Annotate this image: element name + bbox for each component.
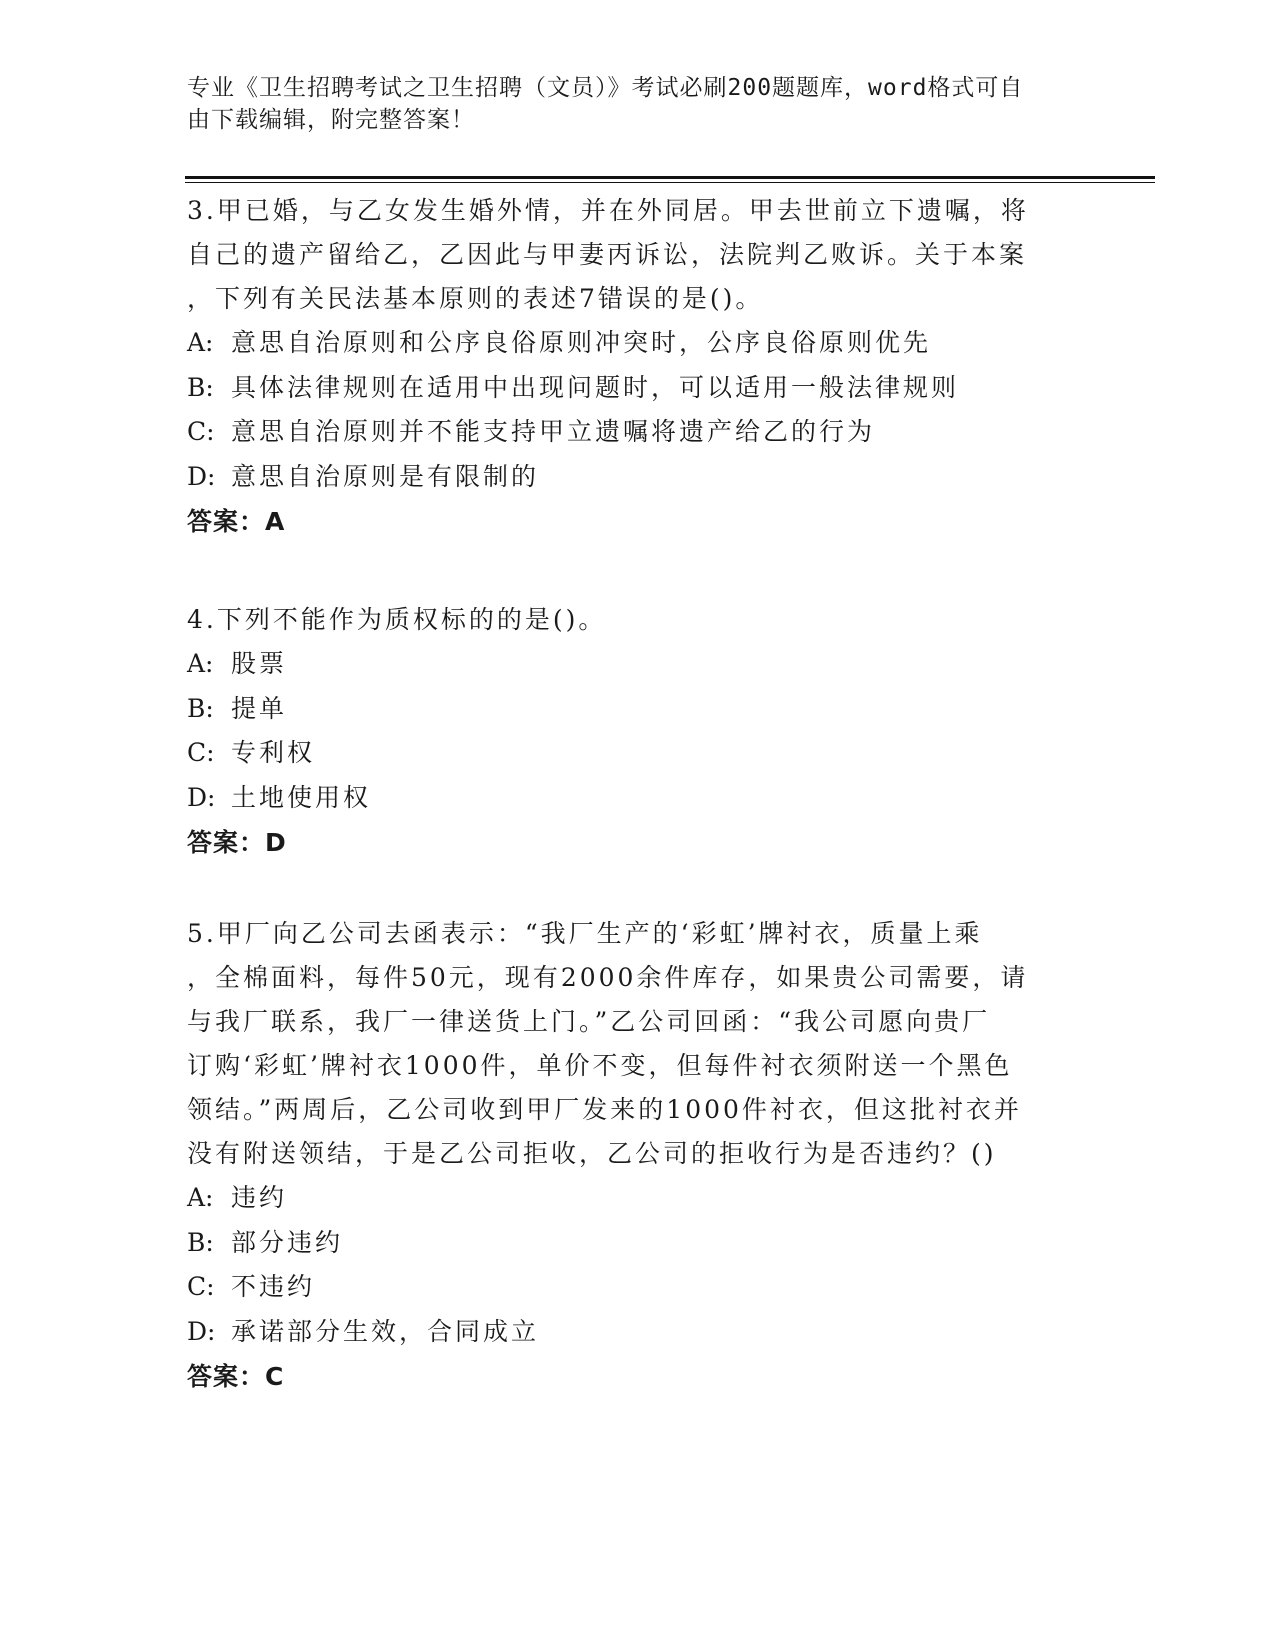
question-stem-line: ，全棉面料，每件50元，现有2000余件库存，如果贵公司需要，请 bbox=[187, 963, 1029, 992]
option-c bbox=[187, 1265, 1087, 1310]
answer-line: 答案：A bbox=[187, 507, 286, 536]
option-text: 不违约 bbox=[231, 1272, 316, 1301]
question-5 bbox=[187, 912, 1087, 1400]
option-key: B: bbox=[187, 1227, 214, 1257]
option-b bbox=[187, 1221, 1087, 1266]
option-c bbox=[187, 410, 1087, 455]
option-key: A: bbox=[187, 1183, 214, 1212]
answer-line: 答案：C bbox=[187, 1362, 285, 1391]
question-stem-line: 3.甲已婚，与乙女发生婚外情，并在外同居。甲去世前立下遗嘱，将 bbox=[187, 196, 1029, 225]
option-c bbox=[187, 731, 1087, 776]
header-divider-thin bbox=[185, 182, 1155, 183]
option-a bbox=[187, 321, 1087, 366]
option-key: D: bbox=[187, 461, 216, 491]
option-text: 股票 bbox=[231, 649, 288, 678]
question-stem-line: 4.下列不能作为质权标的的是()。 bbox=[187, 605, 607, 634]
option-b bbox=[187, 687, 1087, 732]
option-text: 意思自治原则和公序良俗原则冲突时，公序良俗原则优先 bbox=[231, 328, 932, 357]
question-stem-line: 没有附送领结，于是乙公司拒收，乙公司的拒收行为是否违约？() bbox=[187, 1139, 997, 1168]
option-key: C: bbox=[187, 738, 215, 767]
option-key: A: bbox=[187, 328, 214, 357]
option-key: A: bbox=[187, 649, 214, 678]
header-line-1: 专业《卫生招聘考试之卫生招聘（文员）》考试必刷200题题库，word格式可自 bbox=[187, 75, 1024, 101]
option-text: 土地使用权 bbox=[231, 782, 372, 812]
option-text: 具体法律规则在适用中出现问题时，可以适用一般法律规则 bbox=[231, 372, 960, 402]
question-4 bbox=[187, 598, 1087, 866]
option-text: 违约 bbox=[231, 1183, 288, 1212]
option-text: 意思自治原则是有限制的 bbox=[231, 461, 540, 491]
option-text: 意思自治原则并不能支持甲立遗嘱将遗产给乙的行为 bbox=[231, 417, 876, 446]
document-header bbox=[187, 72, 1067, 136]
question-stem-line: 与我厂联系，我厂一律送货上门。”乙公司回函：“我公司愿向贵厂 bbox=[187, 1007, 991, 1036]
header-divider-thick bbox=[185, 176, 1155, 179]
option-text: 提单 bbox=[231, 693, 288, 723]
option-key: C: bbox=[187, 417, 215, 446]
option-text: 部分违约 bbox=[231, 1227, 344, 1257]
question-stem-line: 5.甲厂向乙公司去函表示：“我厂生产的‘彩虹’牌衬衣，质量上乘 bbox=[187, 919, 983, 948]
answer-line: 答案：D bbox=[187, 828, 287, 857]
question-stem-line: ，下列有关民法基本原则的表述7错误的是()。 bbox=[187, 284, 764, 313]
option-a bbox=[187, 642, 1087, 687]
option-key: B: bbox=[187, 372, 214, 402]
option-text: 承诺部分生效，合同成立 bbox=[231, 1316, 540, 1346]
question-stem-line: 领结。”两周后，乙公司收到甲厂发来的1000件衬衣，但这批衬衣并 bbox=[187, 1095, 1022, 1124]
option-key: D: bbox=[187, 1316, 216, 1346]
question-stem-line: 订购‘彩虹’牌衬衣1000件，单价不变，但每件衬衣须附送一个黑色 bbox=[187, 1051, 1013, 1080]
header-line-2: 由下载编辑，附完整答案！ bbox=[187, 107, 475, 133]
question-stem-line: 自己的遗产留给乙，乙因此与甲妻丙诉讼，法院判乙败诉。关于本案 bbox=[187, 240, 1028, 269]
option-d bbox=[187, 455, 1087, 500]
option-b bbox=[187, 366, 1087, 411]
option-text: 专利权 bbox=[231, 738, 316, 767]
option-a bbox=[187, 1176, 1087, 1221]
option-key: B: bbox=[187, 693, 214, 723]
option-key: C: bbox=[187, 1272, 215, 1301]
question-3 bbox=[187, 189, 1087, 545]
option-d bbox=[187, 776, 1087, 821]
option-key: D: bbox=[187, 782, 216, 812]
option-d bbox=[187, 1310, 1087, 1355]
